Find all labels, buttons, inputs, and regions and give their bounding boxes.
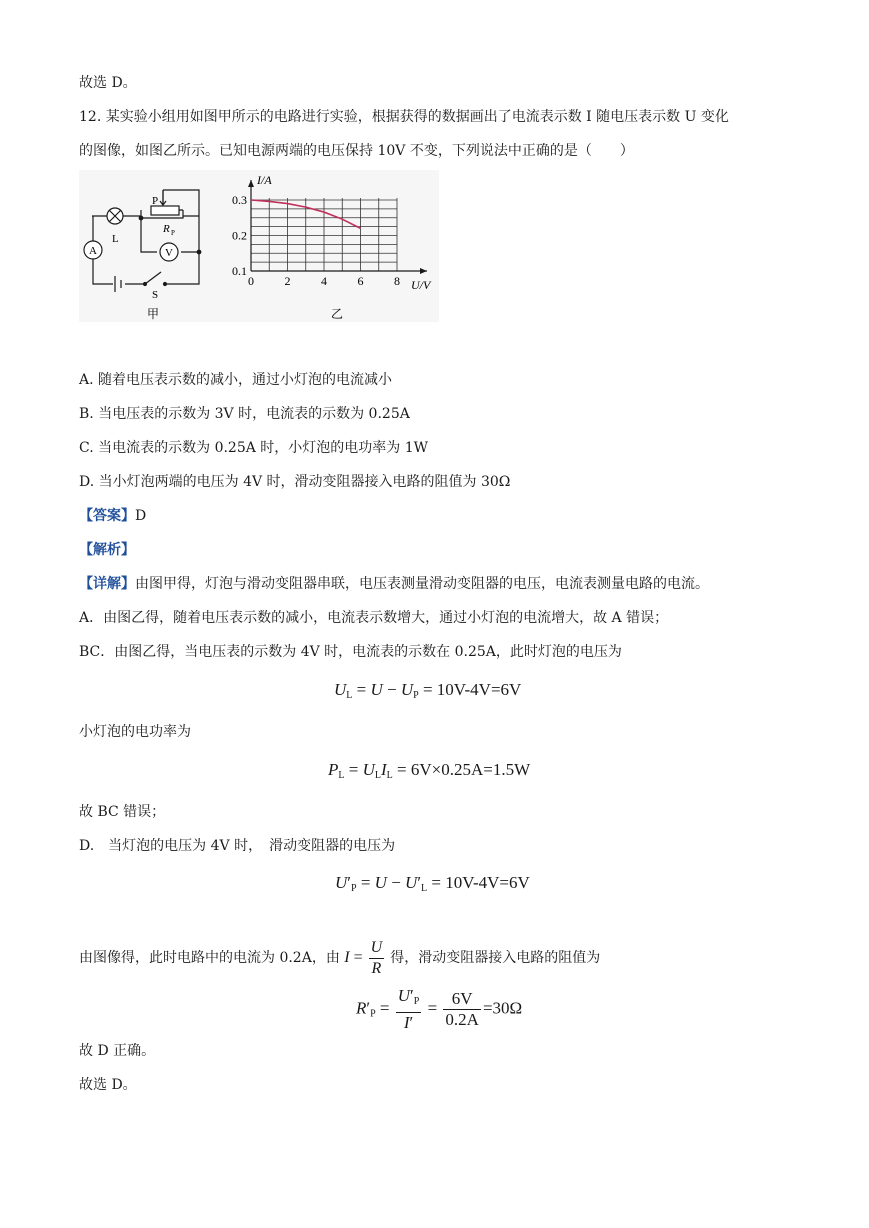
x-tick-label: 0	[248, 274, 254, 288]
y-axis-arrow-icon	[248, 180, 254, 187]
power-intro: 小灯泡的电功率为	[79, 724, 191, 740]
iu-graph	[232, 173, 432, 292]
ohms-law-line	[79, 936, 600, 980]
rheostat-icon	[151, 206, 179, 215]
option-b: B. 当电压表的示数为 3V 时，电流表的示数为 0.25A	[79, 406, 410, 422]
x-tick-label: 8	[394, 274, 400, 288]
rheostat-sub-label: P	[171, 229, 175, 237]
equation-up: $U'_P = U - U'_L = 10V-4V=6V$	[335, 873, 530, 894]
ohms-law-pre: 由图像得，此时电路中的电流为 0.2A，由	[79, 950, 340, 966]
final-answer: 故选 D。	[79, 1077, 137, 1093]
equation-ul: $U_L = U - U_P = 10V-4V=6V$	[334, 680, 522, 701]
battery-icon	[115, 276, 121, 292]
detail-line	[79, 575, 709, 593]
equation-rp: $R'_P$ = $\frac{U'_P}{I'}$ = $\frac{6V}{0.2A}$ =30Ω	[356, 986, 523, 1032]
equation-up-rhs: 10V-4V=6V	[445, 873, 530, 892]
x-tick-label: 6	[357, 274, 364, 288]
option-a: A. 随着电压表示数的减小，通过小灯泡的电流减小	[79, 372, 393, 388]
d-correct: 故 D 正确。	[79, 1043, 156, 1059]
circuit-and-graph	[79, 170, 439, 322]
bc-wrong: 故 BC 错误；	[79, 804, 166, 820]
explanation-a: A．由图乙得，随着电压表示数的减小，电流表示数增大，通过小灯泡的电流增大，故 A 错误；	[79, 610, 669, 626]
question-12-stem-1: 12. 某实验小组用如图甲所示的电路进行实验，根据获得的数据画出了电流表示数 I 随电压表示数 U 变化	[79, 109, 729, 125]
explanation-d: D. 当灯泡的电压为 4V 时， 滑动变阻器的电压为	[79, 838, 396, 854]
answer-value: D	[135, 508, 147, 524]
explanation-bc: BC．由图乙得，当电压表的示数为 4V 时，电流表的示数在 0.25A，此时灯泡的电压为	[79, 644, 622, 660]
slider-label: P	[152, 195, 159, 207]
y-tick-label: 0.2	[232, 228, 247, 243]
question-figure	[79, 170, 439, 322]
detail-tag: 【详解】	[79, 576, 135, 592]
rheostat-label: R	[163, 223, 170, 235]
fraction-denominator: 0.2A	[445, 1010, 479, 1029]
prev-conclusion: 故选 D。	[79, 75, 137, 91]
y-tick-label: 0.3	[232, 193, 247, 207]
option-d: D. 当小灯泡两端的电压为 4V 时，滑动变阻器接入电路的阻值为 30Ω	[79, 474, 511, 490]
y-axis-label: I/A	[257, 173, 272, 187]
y-tick-label: 0.1	[232, 264, 247, 278]
x-axis-arrow-icon	[420, 268, 427, 274]
slider-arrow-icon	[160, 190, 166, 205]
equation-ul-rhs: 10V-4V=6V	[436, 680, 522, 699]
fraction-numerator: 6V	[443, 989, 481, 1010]
lamp-label: L	[112, 233, 119, 245]
ammeter-label: A	[89, 245, 97, 257]
switch-label: S	[152, 289, 159, 301]
voltmeter-label: V	[165, 247, 173, 259]
x-tick-label: 4	[321, 274, 327, 288]
equation-pl-rhs: 6V×0.25A=1.5W	[410, 760, 531, 779]
circuit-diagram	[84, 190, 201, 292]
equation-pl: $P_L = U_LI_L = 6V\times 0.25A=1.5W$	[328, 760, 531, 781]
question-12-stem-2: 的图像，如图乙所示。已知电源两端的电压保持 10V 不变，下列说法中正确的是（ ）	[79, 143, 634, 159]
ohms-law-formula: I = $\frac{U}{R}$	[344, 938, 383, 977]
detail-text: 由图甲得，灯泡与滑动变阻器串联，电压表测量滑动变阻器的电压，电流表测量电路的电流。	[135, 576, 709, 592]
option-c: C. 当电流表的示数为 0.25A 时，小灯泡的电功率为 1W	[79, 440, 429, 456]
analysis-tag	[79, 541, 135, 559]
graph-caption: 乙	[331, 307, 344, 321]
ohms-law-post: 得，滑动变阻器接入电路的阻值为	[390, 950, 601, 966]
x-tick-label: 2	[284, 274, 291, 288]
x-axis-label: U/V	[411, 278, 431, 292]
answer-line	[79, 507, 146, 525]
analysis-label: 【解析】	[79, 542, 135, 558]
equation-rp-rhs: =30Ω	[482, 998, 523, 1018]
answer-tag: 【答案】	[79, 508, 135, 524]
circuit-caption: 甲	[147, 307, 160, 321]
